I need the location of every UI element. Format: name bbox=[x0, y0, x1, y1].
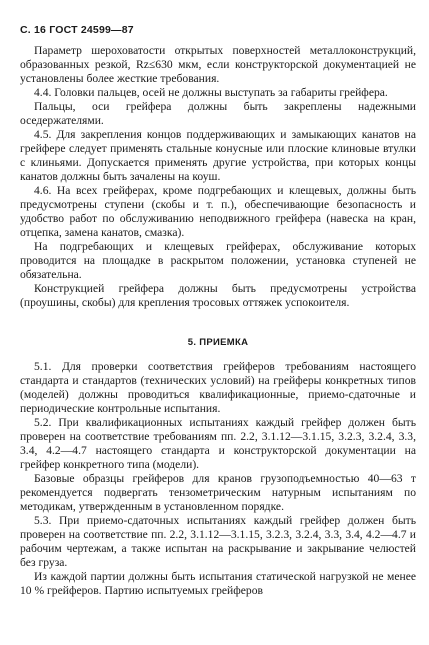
section-title: 5. ПРИЕМКА bbox=[187, 337, 249, 348]
paragraph: Параметр шероховатости открытых поверхностей металлоконструкций, образованных резкой, Rz≤630 мкм, если конструкторской документацией не установлены более жесткие требования. bbox=[20, 44, 416, 85]
paragraph: Из каждой партии должны быть испытания статической нагрузкой не менее 10 % грейферов. Партию испытуемых грейферов bbox=[20, 570, 416, 597]
paragraph: Пальцы, оси грейфера должны быть закреплены надежными оседержателями. bbox=[20, 100, 416, 127]
paragraph: 4.4. Головки пальцев, осей не должны выступать за габариты грейфера. bbox=[34, 86, 388, 99]
paragraph: 5.1. Для проверки соответствия грейферов требованиям настоящего стандарта и стандартов (технических условий) на грейферы конкретных типов (моделей) должны проводиться квалификационные, приемо-сдаточные и периодические контрольные испытания. bbox=[20, 360, 416, 415]
page-header: С. 16 ГОСТ 24599—87 bbox=[20, 24, 134, 36]
paragraph: 4.6. На всех грейферах, кроме подгребающих и клещевых, должны быть предусмотрены ступени (скобы и т. п.), обеспечивающие безопасность и удобство работ по обслуживанию неподвижного грейфера (навеска на кран, отцепка, замена канатов, смазка). bbox=[20, 184, 416, 239]
paragraph: 5.2. При квалификационных испытаниях каждый грейфер должен быть проверен на соответствие требованиям пп. 2.2, 3.1.12—3.1.15, 3.2.3, 3.2.4, 3.3, 3.4, 4.2—4.7 настоящего стандарта и конструкторской документации на грейфер конкретного типа (модели). bbox=[20, 416, 416, 471]
document-body bbox=[20, 44, 416, 598]
paragraph: Конструкцией грейфера должны быть предусмотрены устройства (проушины, скобы) для крепления тросовых оттяжек успокоителя. bbox=[20, 282, 416, 309]
paragraph: 4.5. Для закрепления концов поддерживающих и замыкающих канатов на грейфере следует применять стальные конусные или плоские клиновые втулки с клиньями. Допускается применять другие устройства, при которых концы канатов должны быть зачалены на коуш. bbox=[20, 128, 416, 183]
paragraph: На подгребающих и клещевых грейферах, обслуживание которых проводится на площадке в раскрытом положении, установка ступеней не обязательна. bbox=[20, 240, 416, 281]
paragraph: Базовые образцы грейферов для кранов грузоподъемностью 40—63 т рекомендуется подвергать тензометрическим натурным испытаниям по методикам, утвержденным в установленном порядке. bbox=[20, 472, 416, 513]
paragraph: 5.3. При приемо-сдаточных испытаниях каждый грейфер должен быть проверен на соответствие пп. 2.2, 3.1.12—3.1.15, 3.2.3, 3.2.4, 3.3, 3.4, 4.2—4.7 и рабочим чертежам, а также испытан на раскрывание и закрывание челюстей без груза. bbox=[20, 514, 416, 569]
